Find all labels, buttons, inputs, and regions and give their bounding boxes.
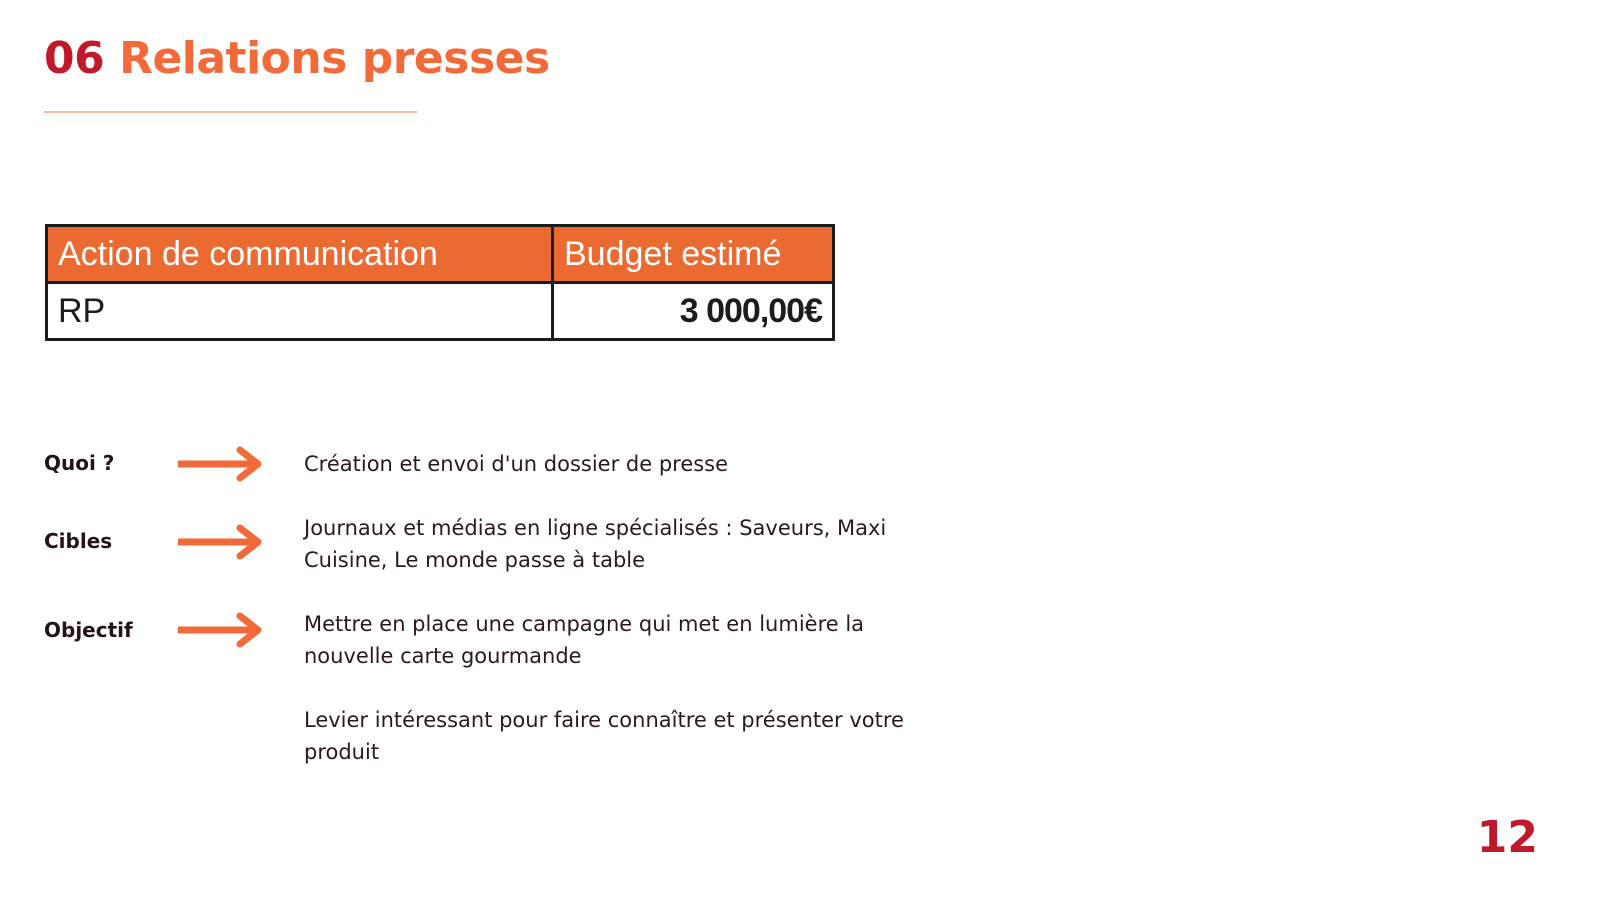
detail-text: Journaux et médias en ligne spécialisés : Saveurs, Maxi Cuisine, Le monde passe à table xyxy=(304,516,887,572)
detail-label: Quoi ? xyxy=(44,451,115,475)
cell-action: RP xyxy=(47,283,553,340)
detail-label: Objectif xyxy=(44,618,133,642)
arrow-right-icon xyxy=(176,446,264,482)
column-header-budget: Budget estimé xyxy=(553,226,834,283)
detail-value xyxy=(304,512,904,576)
detail-text: Création et envoi d'un dossier de presse xyxy=(304,452,729,476)
page-number: 12 xyxy=(1476,812,1538,863)
page-title xyxy=(44,30,550,88)
column-header-action: Action de communication xyxy=(47,226,553,283)
detail-label: Cibles xyxy=(44,529,113,553)
table-header-row xyxy=(47,226,834,283)
section-title: Relations presses xyxy=(119,33,550,84)
detail-text: Mettre en place une campagne qui met en lumière la nouvelle carte gourmande xyxy=(304,612,865,668)
budget-table xyxy=(45,224,835,341)
cell-budget: 3 000,00€ xyxy=(553,283,834,340)
arrow-right-icon xyxy=(176,612,264,648)
title-divider xyxy=(44,111,417,113)
detail-text: Levier intéressant pour faire connaître et présenter votre produit xyxy=(304,708,904,764)
detail-value xyxy=(304,608,904,768)
arrow-right-icon xyxy=(176,524,264,560)
detail-value xyxy=(304,448,904,480)
section-number: 06 xyxy=(44,33,105,84)
table-row xyxy=(47,283,834,340)
